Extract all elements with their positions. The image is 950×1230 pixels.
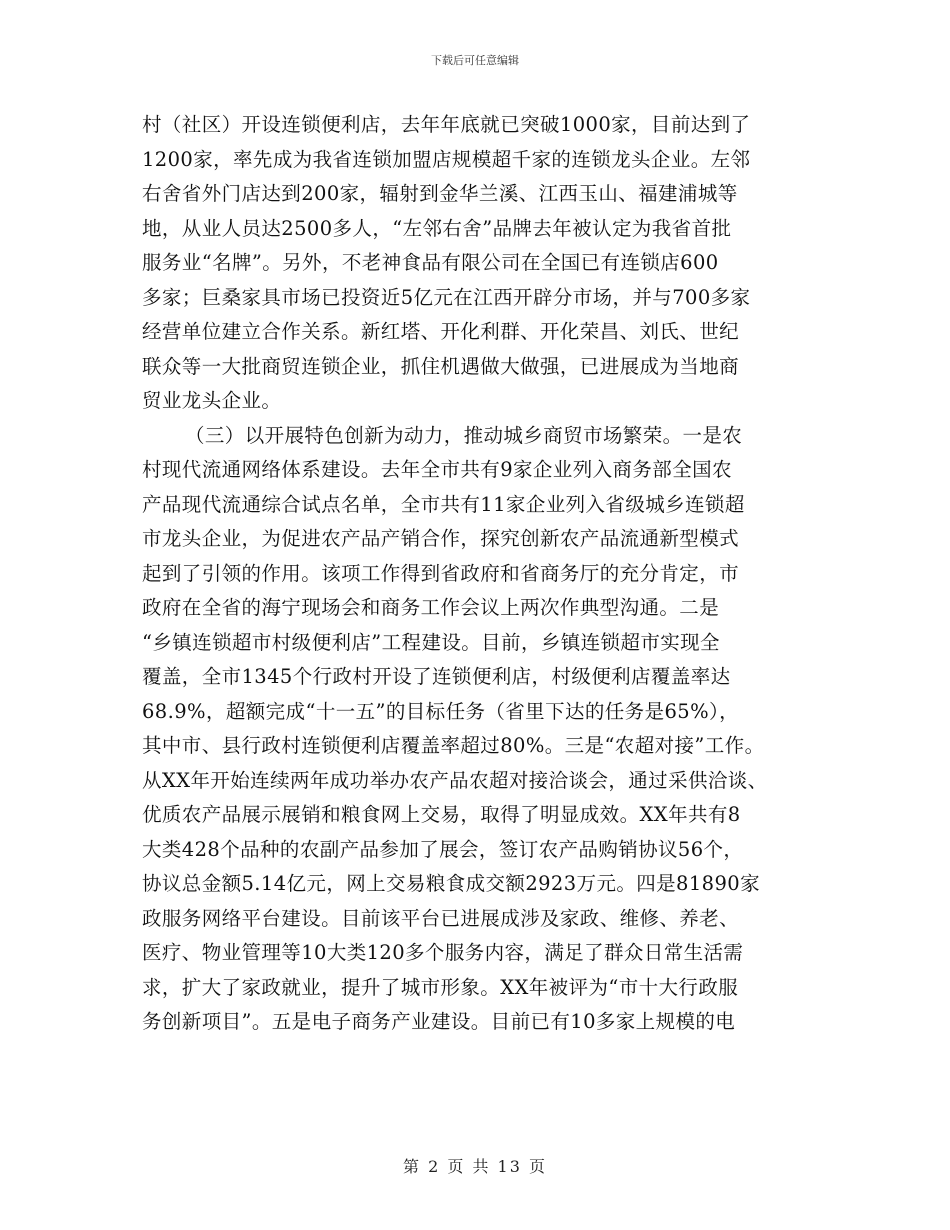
text-line: 产品现代流通综合试点名单，全市共有11家企业列入省级城乡连锁超 (142, 492, 745, 516)
text-line: “乡镇连锁超市村级便利店”工程建设。目前，乡镇连锁超市实现全 (142, 630, 720, 654)
text-line: 联众等一大批商贸连锁企业，抓住机遇做大做强，已进展成为当地商 (142, 354, 740, 378)
text-line: 大类428个品种的农副产品参加了展会，签订农产品购销协议56个， (142, 837, 744, 861)
text-line: 村现代流通网络体系建设。去年全市共有9家企业列入商务部全国农 (142, 458, 732, 481)
text-line: 政府在全省的海宁现场会和商务工作会议上两次作典型沟通。二是 (142, 596, 720, 619)
page-footer: 第 2 页 共 13 页 (403, 1157, 547, 1176)
text-line: 68.9%，超额完成“十一五”的目标任务（省里下达的任务是65%）， (142, 699, 740, 723)
text-line: 起到了引领的作用。该项工作得到省政府和省商务厅的充分肯定，市 (142, 561, 740, 585)
text-line: 1200家，率先成为我省连锁加盟店规模超千家的连锁龙头企业。左邻 (142, 147, 751, 171)
page-header: 下载后可任意编辑 (431, 54, 519, 67)
text-line: 服务业“名牌”。另外，不老神食品有限公司在全国已有连锁店600 (142, 251, 719, 274)
text-line: 从XX年开始连续两年成功举办农产品农超对接洽谈会，通过采供洽谈、 (142, 768, 768, 792)
text-line: 经营单位建立合作关系。新红塔、开化利群、开化荣昌、刘氏、世纪 (142, 320, 740, 343)
text-line: 覆盖，全市1345个行政村开设了连锁便利店，村级便利店覆盖率达 (142, 665, 731, 688)
text-line: 村（社区）开设连锁便利店，去年年底就已突破1000家，目前达到了 (142, 113, 751, 136)
text-line: 多家；巨桑家具市场已投资近5亿元在江西开辟分市场，并与700多家 (142, 285, 751, 309)
section-heading-line: （三）以开展特色创新为动力，推动城乡商贸市场繁荣。一是农 (185, 423, 743, 447)
text-line: 右舍省外门店达到200家，辐射到金华兰溪、江西玉山、福建浦城等 (142, 182, 738, 205)
text-line: 医疗、物业管理等10大类120多个服务内容，满足了群众日常生活需 (142, 941, 744, 964)
body-text (142, 108, 832, 1040)
text-line: 优质农产品展示展销和粮食网上交易，取得了明显成效。XX年共有8 (142, 803, 741, 826)
text-line: 贸业龙头企业。 (142, 389, 282, 412)
text-line: 地，从业人员达2500多人，“左邻右舍”品牌去年被认定为我省首批 (142, 216, 732, 240)
text-line: 政服务网络平台建设。目前该平台已进展成涉及家政、维修、养老、 (142, 906, 740, 930)
text-line: 务创新项目”。五是电子商务产业建设。目前已有10多家上规模的电 (142, 1010, 736, 1033)
text-line: 协议总金额5.14亿元，网上交易粮食成交额2923万元。四是81890家 (142, 872, 760, 895)
text-line: 其中市、县行政村连锁便利店覆盖率超过80%。三是“农超对接”工作。 (142, 734, 765, 757)
text-line: 市龙头企业，为促进农产品产销合作，探究创新农产品流通新型模式 (142, 527, 740, 550)
text-line: 求，扩大了家政就业，提升了城市形象。XX年被评为“市十大行政服 (142, 975, 739, 999)
